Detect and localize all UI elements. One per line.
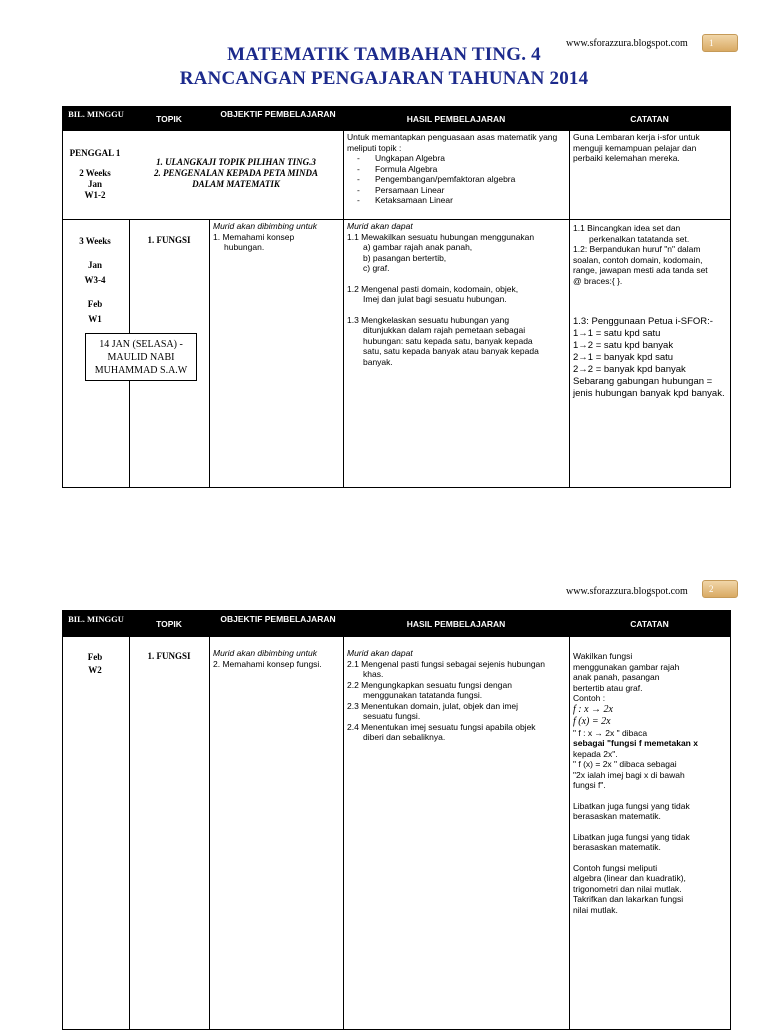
column-divider	[343, 131, 344, 487]
document-title: MATEMATIK TAMBAHAN TING. 4	[227, 44, 541, 65]
column-divider	[569, 131, 570, 487]
page-number-badge: 1	[702, 34, 738, 52]
header-outcome: HASIL PEMBELAJARAN	[343, 114, 569, 124]
list-item: - Ungkapan Algebra	[347, 153, 567, 164]
header-topic: TOPIK	[129, 114, 209, 124]
column-divider	[343, 637, 344, 1029]
objective-cell: Murid akan dibimbing untuk 1. Memahami konsep hubungan.	[213, 221, 317, 252]
list-item: - Pengembangan/pemfaktoran algebra	[347, 174, 567, 185]
isfor-rules: 1.3: Penggunaan Petua i-SFOR:- 1→1 = satu kpd satu 1→2 = satu kpd banyak 2→1 = banyak kpd satu 2→2 = banyak kpd banyak Sebarang gabungan hubungan = jenis hubungan banyak kpd banyak.	[573, 316, 725, 399]
row-divider	[63, 219, 730, 220]
column-divider	[129, 637, 130, 1029]
list-item: - Formula Algebra	[347, 164, 567, 175]
outcome-cell: Murid akan dapat 2.1 Mengenal pasti fungsi sebagai sejenis hubungan khas. 2.2 Mengungkapkan sesuatu fungsi dengan menggunakan tatatanda fungsi. 2.3 Menentukan domain, julat, objek dan imej sesuatu fungsi. 2.4 Menentukan imej sesuatu fungsi apabila objek diberi dan sebaliknya.	[347, 648, 546, 742]
notes-cell: Guna Lembaran kerja i-sfor untuk menguji kemampuan pelajar dan perbaiki kelemahan mereka.	[573, 132, 700, 163]
topic-cell: 1. FUNGSI	[147, 235, 191, 245]
header-week: BIL. MINGGU	[63, 109, 129, 119]
notes-cell: 1.1 Bincangkan idea set dan perkenalkan tatatanda set. 1.2: Berpandukan huruf "n" dalam soalan, contoh domain, kodomain, range, jawapan mesti ada tanda set @ braces:{ }. 1.3: Penggunaan Petua i-SFOR:- 1→1 = satu kpd satu 1→2 = satu kpd banyak 2→1 = banyak kpd satu 2→2 = banyak kpd banyak Sebarang gabungan hubungan = jenis hubungan banyak kpd banyak.	[573, 223, 729, 400]
topic-cell: 1. FUNGSI	[147, 651, 191, 661]
week-cell: Feb W2	[87, 652, 103, 675]
math-expression: f (x) = 2x	[573, 715, 611, 727]
header-notes: CATATAN	[569, 619, 730, 629]
notes-cell: Wakilkan fungsi menggunakan gambar rajah anak panah, pasangan bertertib atau graf. Contoh : f : x → 2x f (x) = 2x " f : x → 2x " dibaca sebagai "fungsi f memetakan x kepada 2x". " f (x) = 2x " dibaca sebagai "2x ialah imej bagi x di bawah fungsi f". Libatkan juga fungsi yang tidak berasaskan matematik. Libatkan juga fungsi yang tidak berasaskan matematik. Contoh fungsi meliputi algebra (linear dan kuadratik), trigonometri dan nilai mutlak. Takrifkan dan lakarkan fungsi nilai mutlak.	[573, 651, 729, 915]
site-url[interactable]: www.sforazzura.blogspot.com	[566, 38, 688, 49]
objective-cell: Murid akan dibimbing untuk 2. Memahami konsep fungsi.	[213, 648, 322, 669]
header-objective: OBJEKTIF PEMBELAJARAN	[213, 614, 343, 624]
week-cell: 3 Weeks Jan W3-4 Feb W1	[79, 236, 111, 324]
document-subtitle: RANCANGAN PENGAJARAN TAHUNAN 2014	[179, 68, 589, 89]
column-divider	[569, 637, 570, 1029]
week-cell: PENGGAL 1 2 Weeks Jan W1-2	[69, 148, 121, 200]
list-item: - Ketaksamaan Linear	[347, 195, 567, 206]
column-divider	[209, 219, 210, 487]
header-objective: OBJEKTIF PEMBELAJARAN	[213, 109, 343, 119]
list-item: - Persamaan Linear	[347, 185, 567, 196]
header-topic: TOPIK	[129, 619, 209, 629]
page-number-badge: 2	[702, 580, 738, 598]
outcome-cell: Murid akan dapat 1.1 Mewakilkan sesuatu hubungan menggunakan a) gambar rajah anak panah, b) pasangan bertertib, c) graf. 1.2 Mengenal pasti domain, kodomain, objek, Imej dan julat bagi sesuatu hubungan. 1.3 Mengkelaskan sesuatu hubungan yang ditunjukkan dalam rajah pemetaan sebagai hubungan: satu kepada satu, banyak kepada satu, satu kepada banyak atau banyak kepada banyak.	[347, 221, 539, 367]
lesson-plan-table-2	[62, 610, 731, 1030]
column-divider	[209, 637, 210, 1029]
header-notes: CATATAN	[569, 114, 730, 124]
topic-cell: 1. ULANGKAJI TOPIK PILIHAN TING.3 2. PENGENALAN KEPADA PETA MINDA DALAM MATEMATIK	[153, 157, 319, 189]
outcome-cell: Untuk memantapkan penguasaan asas matematik yang meliputi topik : - Ungkapan Algebra - Formula Algebra - Pengembangan/pemfaktoran algebra - Persamaan Linear - Ketaksamaan Linear	[347, 132, 567, 206]
header-outcome: HASIL PEMBELAJARAN	[343, 619, 569, 629]
lesson-plan-table-1	[62, 106, 731, 488]
math-expression: f : x → 2x	[573, 703, 613, 715]
holiday-note: 14 JAN (SELASA) - MAULID NABI MUHAMMAD S.A.W	[85, 333, 197, 381]
site-url[interactable]: www.sforazzura.blogspot.com	[566, 586, 688, 597]
header-week: BIL. MINGGU	[63, 614, 129, 624]
